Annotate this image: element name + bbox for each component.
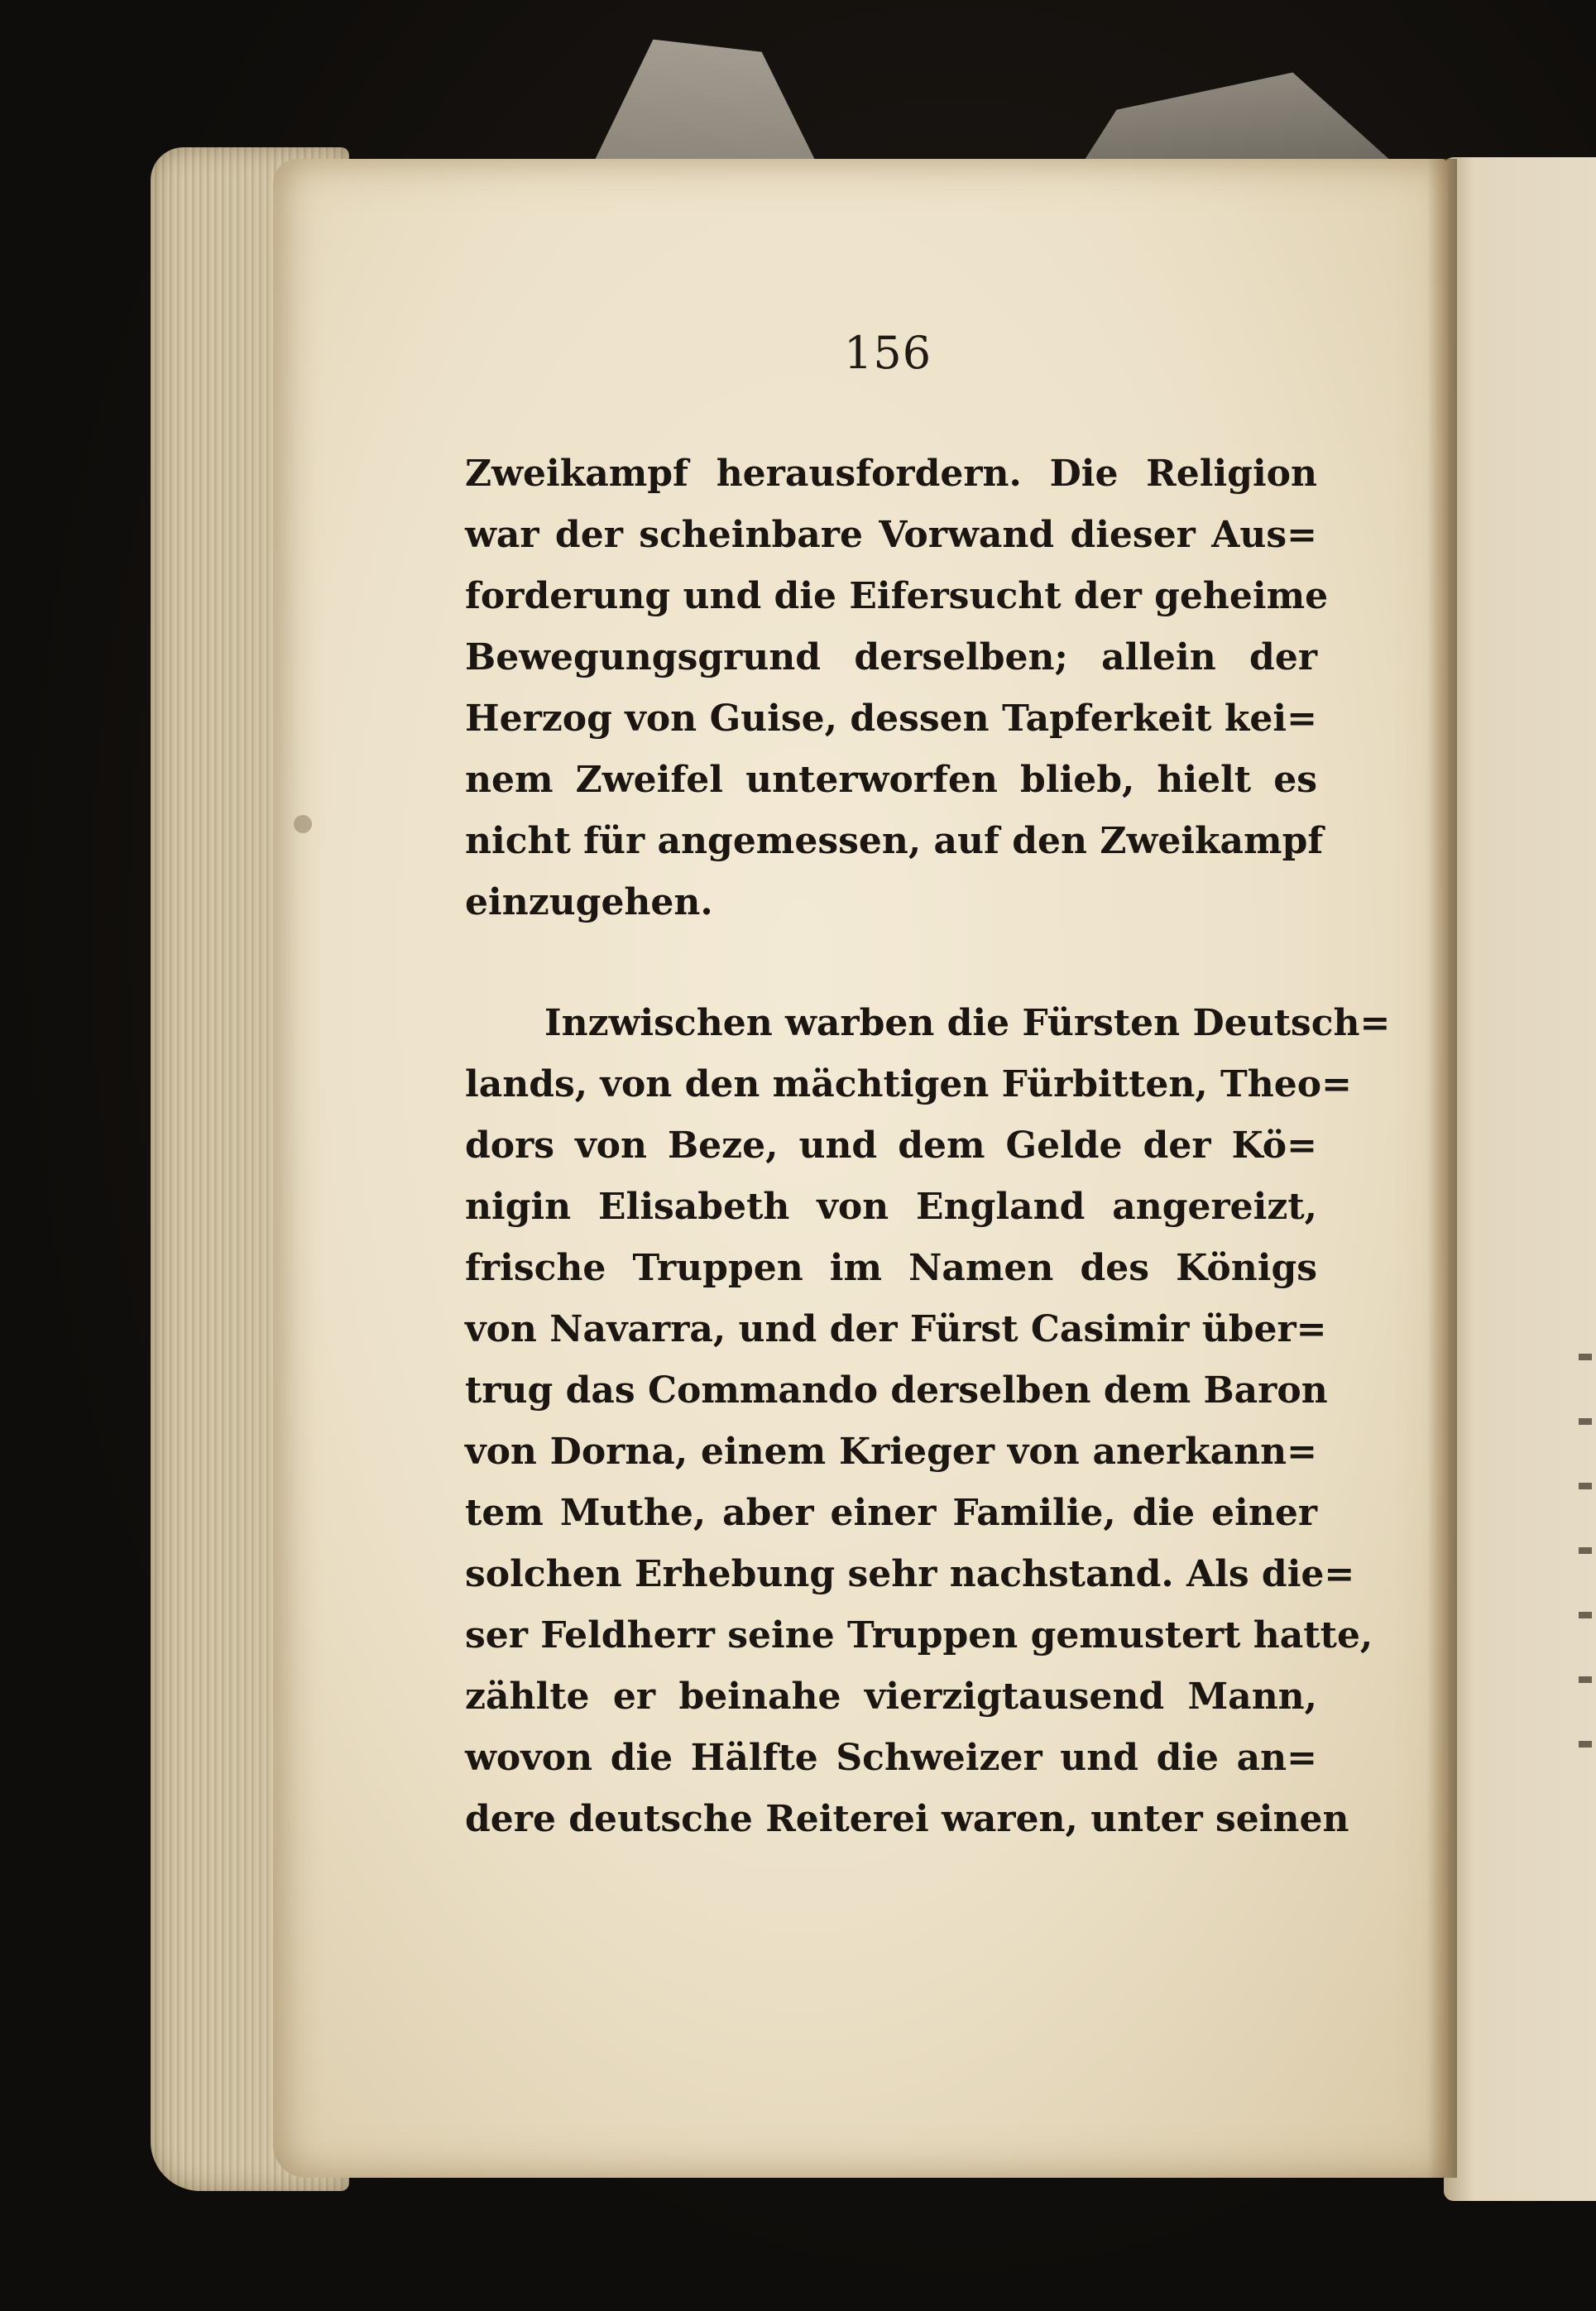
text-line: Herzog von Guise, dessen Tapferkeit kei= xyxy=(465,698,1317,740)
text-line: zählte er beinahe vierzigtausend Mann, xyxy=(465,1676,1317,1718)
text-line: Zweikampf herausfordern. Die Religion xyxy=(465,453,1317,495)
text-line: solchen Erhebung sehr nachstand. Als die= xyxy=(465,1553,1355,1595)
text-line: war der scheinbare Vorwand dieser Aus= xyxy=(465,514,1317,556)
paragraph-1 xyxy=(465,444,1329,933)
text-line: frische Truppen im Namen des Königs xyxy=(465,1247,1317,1289)
text-line: dere deutsche Reiterei waren, unter seinen xyxy=(465,1798,1349,1840)
text-line: forderung und die Eifersucht der geheime xyxy=(465,575,1329,617)
text-line: trug das Commando derselben dem Baron xyxy=(465,1369,1328,1412)
bookmark-slip-left xyxy=(575,35,832,176)
text-line: von Dorna, einem Krieger von anerkann= xyxy=(465,1431,1317,1473)
text-line: tem Muthe, aber einer Familie, die einer xyxy=(465,1492,1317,1534)
text-line: Bewegungsgrund derselben; allein der xyxy=(465,636,1317,678)
page-gutter xyxy=(1427,159,1457,2178)
text-line: von Navarra, und der Fürst Casimir über= xyxy=(465,1308,1327,1350)
text-line: ser Feldherr seine Truppen gemustert hatte, xyxy=(465,1614,1373,1657)
text-line: lands, von den mächtigen Fürbitten, Theo= xyxy=(465,1063,1352,1105)
facing-page xyxy=(1444,157,1596,2201)
text-line: wovon die Hälfte Schweizer und die an= xyxy=(465,1737,1317,1779)
text-line: einzugehen. xyxy=(465,881,713,923)
paper-stain xyxy=(294,815,312,833)
text-line: nicht für angemessen, auf den Zweikampf xyxy=(465,820,1324,862)
text-line: Inzwischen warben die Fürsten Deutsch= xyxy=(544,1002,1391,1044)
page-number: 156 xyxy=(844,327,932,379)
facing-page-text-edge xyxy=(1579,1324,1592,1787)
text-line: dors von Beze, und dem Gelde der Kö= xyxy=(465,1124,1317,1167)
text-line: nem Zweifel unterworfen blieb, hielt es xyxy=(465,759,1317,801)
paragraph-2 xyxy=(465,993,1391,1850)
text-line: nigin Elisabeth von England angereizt, xyxy=(465,1186,1317,1228)
